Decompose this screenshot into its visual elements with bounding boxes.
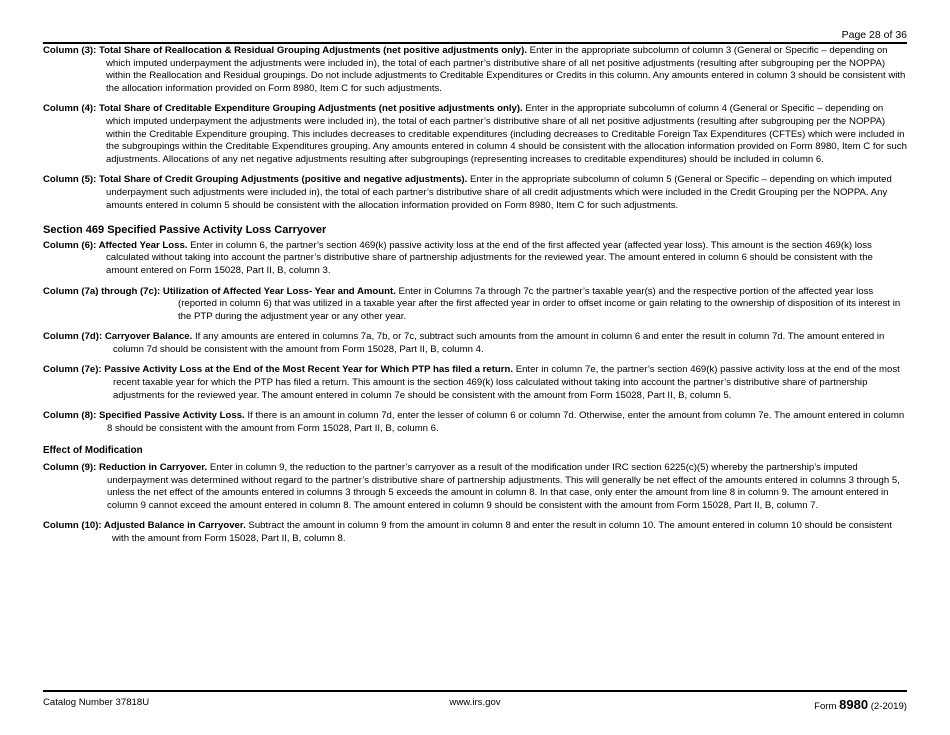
column-6-text: Enter in column 6, the partner’s section 469(k) passive activity loss at the end of the first affected year (affected year loss). This amount is the section 469(k) loss calculated without taking into account the partner’s distributive share of partnership adjustments for the reviewed year. The amount entered in column 6 should be consistent with the amount entered on Form 15028, Part II, B, column 3. bbox=[106, 239, 873, 276]
top-rule bbox=[43, 42, 907, 44]
column-7d-label: Column (7d): Carryover Balance. bbox=[43, 331, 193, 343]
effect-of-modification-heading: Effect of Modification bbox=[43, 445, 143, 457]
form-prefix: Form bbox=[814, 701, 840, 712]
column-7d-instruction bbox=[43, 331, 907, 356]
column-3-label: Column (3): Total Share of Reallocation & Residual Grouping Adjustments (net positive adjustments only). bbox=[43, 45, 527, 56]
instructions-body bbox=[43, 45, 907, 554]
column-10-instruction bbox=[43, 520, 907, 545]
column-8-label: Column (8): Specified Passive Activity Loss. bbox=[43, 410, 245, 422]
column-7a-7c-instruction bbox=[43, 286, 907, 324]
column-8-instruction bbox=[43, 410, 907, 435]
column-7e-label: Column (7e): Passive Activity Loss at the End of the Most Recent Year for Which PTP has filed a return. bbox=[43, 364, 514, 376]
column-7e-text: Enter in column 7e, the partner’s section 469(k) passive activity loss at the end of the most recent taxable year for which the PTP has filed a return. This amount is the section 469(k) loss calculated without taking into account the partner’s distributive share of partnership adjustments for the reviewed year. The amount entered in column 7e should be consistent with the amount from Form 15028, Part II, B, column 5. bbox=[113, 364, 900, 401]
column-4-label: Column (4): Total Share of Creditable Expenditure Grouping Adjustments (net positive adjustments only). bbox=[43, 103, 523, 115]
bottom-rule bbox=[43, 690, 907, 692]
form-identifier bbox=[814, 697, 907, 712]
column-10-text: Subtract the amount in column 9 from the amount in column 8 and enter the result in column 10. The amount entered in column 10 should be consistent with the amount from Form 15028, Part II, B, column 8. bbox=[112, 520, 892, 544]
column-6-instruction bbox=[43, 240, 907, 278]
column-9-label: Column (9): Reduction in Carryover. bbox=[43, 462, 208, 474]
column-3-text: Enter in the appropriate subcolumn of column 3 (General or Specific – depending on which imputed underpayment the adjustments were included in), the total of each partner’s distributive share of all net positive adjustments (resulting after subgrouping per the NOPPA) within the Reallocation and Residual groupings. Do not include adjustments to Creditable Expenditures or Credits in this column. Any amounts entered in column 3 should be consistent with the allocation information provided on Form 8980, Item C for such adjustments. bbox=[106, 45, 906, 94]
page-number: Page 28 of 36 bbox=[841, 29, 907, 41]
form-revision: (2-2019) bbox=[868, 701, 907, 712]
form-number: 8980 bbox=[839, 697, 869, 712]
column-5-label: Column (5): Total Share of Credit Grouping Adjustments (positive and negative adjustments). bbox=[43, 174, 468, 186]
column-4-text: Enter in the appropriate subcolumn of column 4 (General or Specific – depending on which imputed underpayment the adjustments were included in), the total of each partner’s distributive share of all net positive adjustments (resulting after subgrouping per the NOPPA) within the Creditable Expenditure grouping. This includes decreases to creditable expenditures (including decreases to Creditable Foreign Tax Expenditures (CFTEs) which were included in the subgroupings within the Creditable Expenditures grouping. Any amounts entered in column 4 should be consistent with the allocation information provided on Form 8980, Item C for such adjustments. Allocations of any net negative adjustments resulting after subgroupings (representing increases to creditable expenditures) should be included in column 6. bbox=[106, 103, 908, 165]
column-9-text: Enter in column 9, the reduction to the partner’s carryover as a result of the modification under IRC section 6225(c)(5) whereby the partnership’s imputed underpayment was determined without regard to the partner’s distributive share of partnership adjustments. This will generally be net effect of the amounts entered in columns 3 through 5, unless the net effect of the amounts entered in columns 3 through 5 exceeds the amount in column 8. In that case, only enter the amount from line 8 in column 9. The amount entered in column 9 cannot exceed the amount entered in column 8. The amount entered in column 9 should be consistent with the amount from Form 15028, Part II, B, column 7. bbox=[107, 462, 900, 511]
column-7a-7c-label: Column (7a) through (7c): Utilization of Affected Year Loss- Year and Amount. bbox=[43, 285, 396, 297]
column-5-text: Enter in the appropriate subcolumn of column 5 (General or Specific – depending on which imputed underpayment such adjustments were included in), the total of each partner’s distributive share of all credit adjustments which were included in the Credit Grouping per the NOPPA. Any amounts entered in column 5 should be consistent with the allocation information provided on Form 8980, Item C for such adjustments. bbox=[106, 174, 892, 211]
catalog-number: Catalog Number 37818U bbox=[43, 697, 150, 708]
column-7a-7c-text: Enter in Columns 7a through 7c the partner’s taxable year(s) and the respective portion of the affected year loss (reported in column 6) that was utilized in a taxable year after the first affected year in order to offset income or gain relating to the ownership of disposition of its interest in the PTP during the adjustment year or any other year. bbox=[178, 285, 901, 322]
column-7e-instruction bbox=[43, 364, 907, 402]
column-3-instruction bbox=[43, 45, 907, 95]
column-7d-text: If any amounts are entered in columns 7a, 7b, or 7c, subtract such amounts from the amount in column 6 and enter the result in column 7d. The amount entered in column 7d should be consistent with the amount from Form 15028, Part II, B, column 4. bbox=[113, 331, 885, 355]
column-9-instruction bbox=[43, 462, 907, 512]
column-8-text: If there is an amount in column 7d, enter the lesser of column 6 or column 7d. Otherwise, enter the amount from column 7e. The amount entered in column 8 should be consistent with the amount from Form 15028, Part II, B, column 6. bbox=[107, 410, 905, 434]
column-4-instruction bbox=[43, 103, 907, 166]
section-469-heading: Section 469 Specified Passive Activity Loss Carryover bbox=[43, 224, 327, 237]
website-link[interactable]: www.irs.gov bbox=[449, 697, 501, 708]
column-5-instruction bbox=[43, 174, 907, 212]
column-6-label: Column (6): Affected Year Loss. bbox=[43, 239, 188, 251]
column-10-label: Column (10): Adjusted Balance in Carryover. bbox=[43, 520, 246, 532]
